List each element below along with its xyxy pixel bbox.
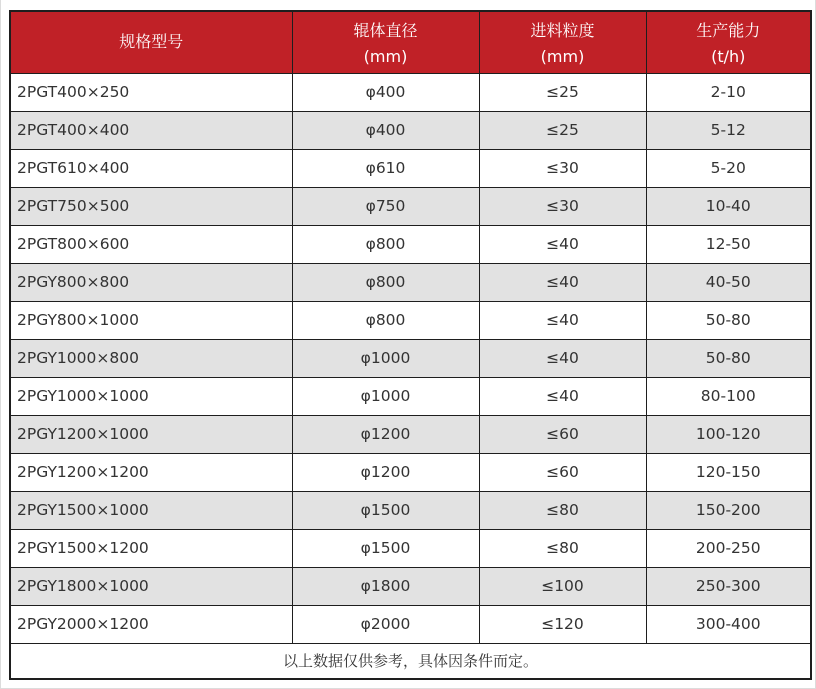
feed-cell: ≤100 [479,567,646,605]
table-row [10,415,811,453]
diameter-cell: φ800 [292,225,479,263]
table-row [10,301,811,339]
model-cell: 2PGY1200×1200 [10,453,292,491]
diameter-cell: φ750 [292,187,479,225]
table-row [10,377,811,415]
model-cell: 2PGY800×1000 [10,301,292,339]
table-row [10,453,811,491]
diameter-cell: φ1500 [292,529,479,567]
table-row [10,149,811,187]
feed-cell: ≤40 [479,263,646,301]
table-row [10,263,811,301]
col-header-capacity [646,11,811,73]
capacity-cell: 10-40 [646,187,811,225]
table-footer [10,643,811,679]
col-header-diameter-unit: (mm) [363,46,408,66]
table-body [10,73,811,643]
feed-cell: ≤120 [479,605,646,643]
model-cell: 2PGY1000×1000 [10,377,292,415]
model-cell: 2PGT400×250 [10,73,292,111]
feed-cell: ≤30 [479,149,646,187]
capacity-cell: 12-50 [646,225,811,263]
diameter-cell: φ400 [292,73,479,111]
feed-cell: ≤80 [479,529,646,567]
feed-cell: ≤60 [479,415,646,453]
diameter-cell: φ1200 [292,415,479,453]
table-row [10,491,811,529]
diameter-cell: φ610 [292,149,479,187]
spec-table [9,10,812,680]
capacity-cell: 5-12 [646,111,811,149]
model-cell: 2PGY2000×1200 [10,605,292,643]
col-header-diameter-label: 辊体直径 [353,20,418,40]
table-row [10,339,811,377]
capacity-cell: 250-300 [646,567,811,605]
model-cell: 2PGT800×600 [10,225,292,263]
table-row [10,529,811,567]
col-header-model-label: 规格型号 [119,32,184,52]
model-cell: 2PGT400×400 [10,111,292,149]
feed-cell: ≤40 [479,339,646,377]
col-header-capacity-label: 生产能力 [696,20,761,40]
table-row [10,605,811,643]
capacity-cell: 100-120 [646,415,811,453]
table-row [10,73,811,111]
col-header-diameter [292,11,479,73]
header-row [10,11,811,73]
capacity-cell: 120-150 [646,453,811,491]
diameter-cell: φ800 [292,301,479,339]
col-header-feed [479,11,646,73]
col-header-capacity-unit: (t/h) [711,46,746,66]
capacity-cell: 80-100 [646,377,811,415]
feed-cell: ≤60 [479,453,646,491]
capacity-cell: 2-10 [646,73,811,111]
capacity-cell: 150-200 [646,491,811,529]
col-header-model [10,11,292,73]
feed-cell: ≤40 [479,377,646,415]
model-cell: 2PGY1800×1000 [10,567,292,605]
table-row [10,225,811,263]
capacity-cell: 40-50 [646,263,811,301]
diameter-cell: φ800 [292,263,479,301]
diameter-cell: φ2000 [292,605,479,643]
model-cell: 2PGY1500×1000 [10,491,292,529]
diameter-cell: φ1500 [292,491,479,529]
diameter-cell: φ1000 [292,377,479,415]
table-row [10,111,811,149]
capacity-cell: 5-20 [646,149,811,187]
diameter-cell: φ1000 [292,339,479,377]
col-header-feed-label: 进料粒度 [530,20,595,40]
feed-cell: ≤25 [479,111,646,149]
diameter-cell: φ400 [292,111,479,149]
model-cell: 2PGY800×800 [10,263,292,301]
diameter-cell: φ1800 [292,567,479,605]
model-cell: 2PGY1500×1200 [10,529,292,567]
capacity-cell: 50-80 [646,339,811,377]
capacity-cell: 200-250 [646,529,811,567]
feed-cell: ≤80 [479,491,646,529]
feed-cell: ≤30 [479,187,646,225]
diameter-cell: φ1200 [292,453,479,491]
model-cell: 2PGT610×400 [10,149,292,187]
table-row [10,567,811,605]
table-header [10,11,811,73]
footnote-text: 以上数据仅供参考，具体因条件而定。 [10,643,811,679]
feed-cell: ≤40 [479,301,646,339]
model-cell: 2PGT750×500 [10,187,292,225]
col-header-feed-unit: (mm) [540,46,585,66]
capacity-cell: 300-400 [646,605,811,643]
footnote-row [10,643,811,679]
model-cell: 2PGY1000×800 [10,339,292,377]
table-row [10,187,811,225]
feed-cell: ≤25 [479,73,646,111]
model-cell: 2PGY1200×1000 [10,415,292,453]
capacity-cell: 50-80 [646,301,811,339]
feed-cell: ≤40 [479,225,646,263]
